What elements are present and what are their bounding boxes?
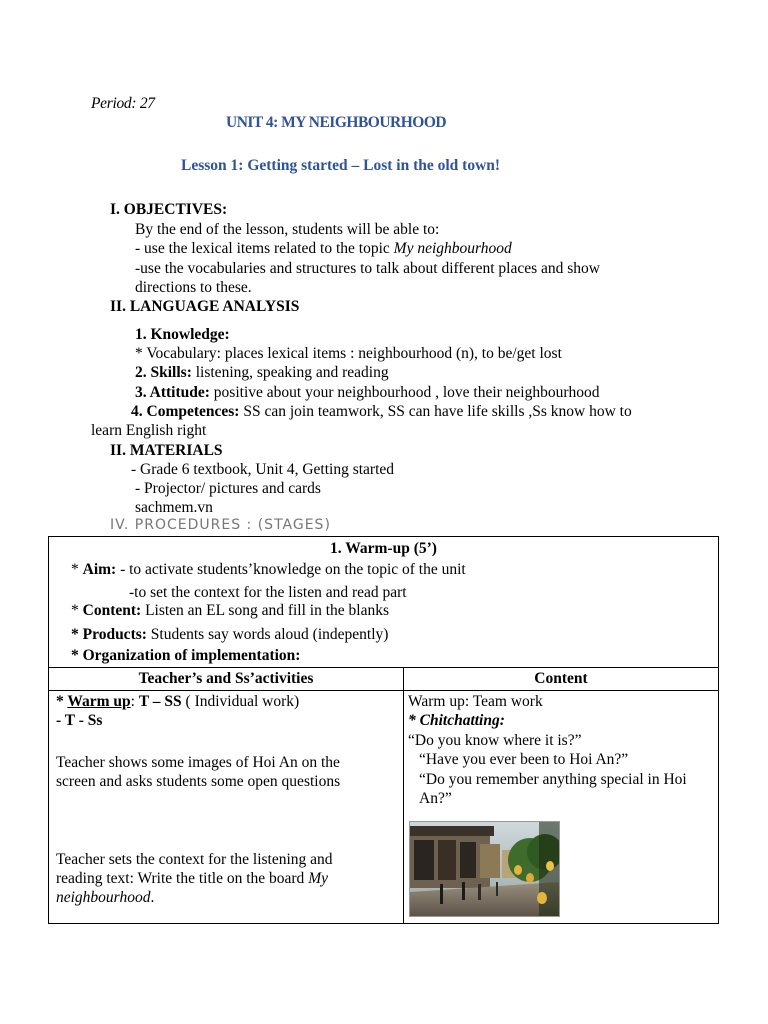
objective-item-2: -use the vocabularies and structures to talk about different places and show bbox=[135, 260, 600, 277]
content-star: * bbox=[71, 602, 83, 619]
objective-item-1-text: - use the lexical items related to the topic bbox=[135, 240, 394, 257]
teacher-sets-line-3 bbox=[56, 888, 154, 908]
content-line bbox=[71, 601, 389, 621]
unit-title: UNIT 4: MY NEIGHBOURHOOD bbox=[226, 114, 447, 131]
teacher-sets-line-1: Teacher sets the context for the listening and bbox=[56, 851, 333, 868]
t-ss-line: - T - Ss bbox=[56, 712, 103, 729]
attitude-text: positive about your neighbourhood , love their neighbourhood bbox=[209, 384, 600, 401]
skills-line bbox=[135, 363, 389, 383]
content-warmup: Warm up: Team work bbox=[408, 693, 543, 710]
teacher-sets-line-2 bbox=[56, 869, 328, 889]
work-mode: ( Individual work) bbox=[181, 693, 300, 710]
aim-star: * bbox=[71, 561, 83, 578]
attitude-label: 3. Attitude: bbox=[135, 384, 210, 401]
question-2: “Have you ever been to Hoi An?” bbox=[419, 751, 629, 768]
aim-line bbox=[71, 560, 466, 580]
warmup-colon: : bbox=[130, 693, 139, 710]
title-my: My bbox=[308, 870, 328, 887]
competences-line bbox=[131, 402, 632, 422]
skills-label: 2. Skills: bbox=[135, 364, 192, 381]
teacher-sets-text: reading text: Write the title on the board bbox=[56, 870, 309, 887]
materials-item-2: - Projector/ pictures and cards bbox=[135, 480, 321, 497]
competences-cont: learn English right bbox=[91, 422, 207, 439]
aim-text: - to activate students’knowledge on the topic of the unit bbox=[116, 561, 466, 578]
materials-heading: II. MATERIALS bbox=[110, 442, 223, 459]
aim-line-2: -to set the context for the listen and read part bbox=[129, 584, 407, 601]
hoi-an-photo bbox=[409, 821, 560, 917]
materials-item-3: sachmem.vn bbox=[135, 499, 213, 516]
question-3-cont: An?” bbox=[419, 790, 452, 807]
question-1: “Do you know where it is?” bbox=[408, 732, 582, 749]
analysis-heading: II. LANGUAGE ANALYSIS bbox=[110, 298, 300, 315]
materials-item-1: - Grade 6 textbook, Unit 4, Getting started bbox=[131, 461, 395, 478]
procedures-heading: IV. PROCEDURES : (STAGES) bbox=[110, 517, 331, 533]
objectives-heading: I. OBJECTIVES: bbox=[110, 201, 228, 218]
col-header-activities: Teacher’s and Ss’activities bbox=[138, 670, 314, 687]
warmup-title: 1. Warm-up (5’) bbox=[330, 540, 437, 557]
table-column-divider bbox=[403, 667, 404, 923]
competences-label: 4. Competences: bbox=[131, 403, 240, 420]
content-text: Listen an EL song and fill in the blanks bbox=[141, 602, 389, 619]
warmup-mode-line bbox=[56, 692, 299, 712]
period-mark: . bbox=[150, 889, 155, 906]
vocabulary-line: * Vocabulary: places lexical items : neighbourhood (n), to be/get lost bbox=[135, 345, 562, 362]
content-label: Content: bbox=[82, 602, 142, 619]
products-line bbox=[71, 625, 388, 645]
table-divider-body bbox=[49, 690, 718, 691]
products-label: * Products: bbox=[71, 626, 147, 643]
period-label: Period: 27 bbox=[91, 95, 155, 112]
teacher-shows-line-2: screen and asks students some open questions bbox=[56, 773, 341, 790]
attitude-line bbox=[135, 383, 600, 403]
competences-text: SS can join teamwork, SS can have life skills ,Ss know how to bbox=[239, 403, 632, 420]
aim-label: Aim: bbox=[82, 561, 117, 578]
question-3: “Do you remember anything special in Hoi bbox=[419, 771, 687, 788]
chitchatting-label: * Chitchatting: bbox=[408, 712, 505, 729]
interaction-pattern: T – SS bbox=[138, 693, 182, 710]
skills-text: listening, speaking and reading bbox=[191, 364, 389, 381]
teacher-shows-line-1: Teacher shows some images of Hoi An on the bbox=[56, 754, 340, 771]
objective-item-2-cont: directions to these. bbox=[135, 279, 252, 296]
objective-item-1 bbox=[135, 239, 512, 259]
organization-label: * Organization of implementation: bbox=[71, 647, 301, 664]
products-text: Students say words aloud (indepently) bbox=[146, 626, 389, 643]
warmup-star: * bbox=[56, 693, 68, 710]
lesson-title: Lesson 1: Getting started – Lost in the old town! bbox=[181, 157, 501, 174]
warmup-label: Warm up bbox=[67, 693, 131, 710]
col-header-content: Content bbox=[534, 670, 588, 687]
objectives-intro: By the end of the lesson, students will be able to: bbox=[135, 221, 440, 238]
table-divider-header bbox=[49, 667, 718, 668]
title-neighbourhood: neighbourhood bbox=[56, 889, 151, 906]
procedure-table bbox=[48, 536, 719, 924]
knowledge-label: 1. Knowledge: bbox=[135, 326, 230, 343]
objective-topic: My neighbourhood bbox=[393, 240, 512, 257]
